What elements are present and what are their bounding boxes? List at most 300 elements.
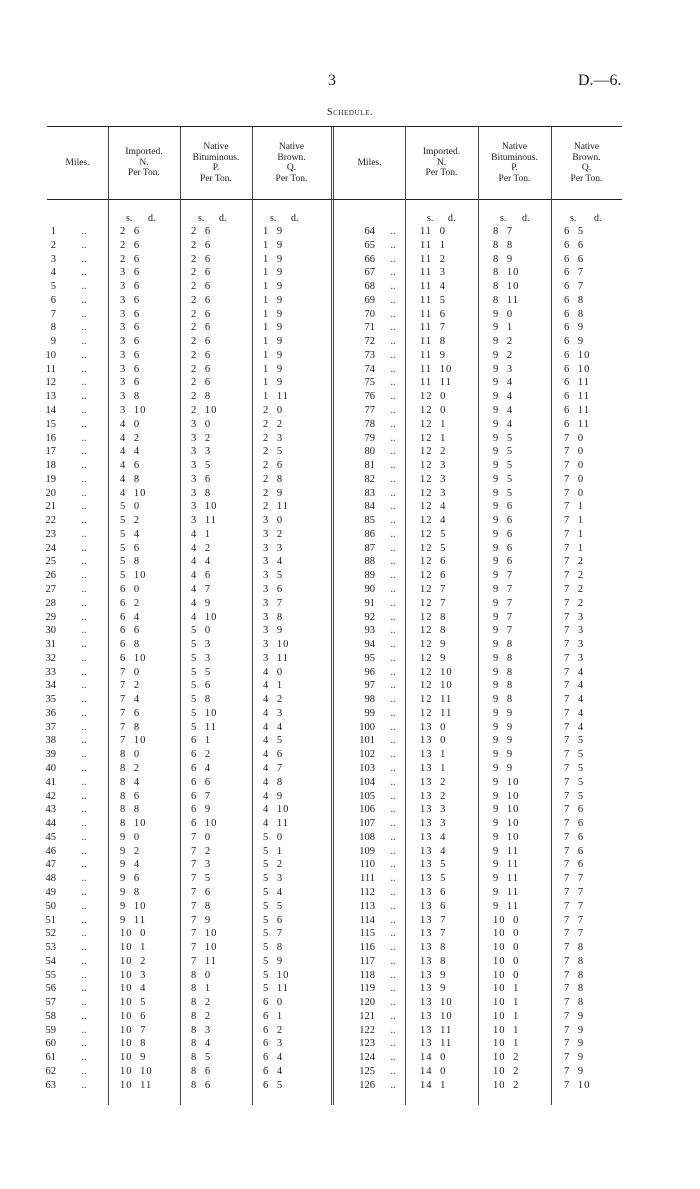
miles-cell: 3 [50, 254, 56, 265]
miles-cell: 61 [45, 1052, 56, 1063]
imported-rate-cell: 12 8 [420, 625, 447, 636]
bituminous-rate-cell: 6 6 [191, 777, 212, 788]
imported-rate-cell: 13 6 [420, 887, 447, 898]
imported-rate-cell: 11 11 [420, 377, 452, 388]
leader-dots: .. [81, 1066, 87, 1077]
leader-dots: .. [81, 377, 87, 388]
leader-dots: .. [81, 254, 87, 265]
imported-rate-cell: 10 10 [120, 1066, 153, 1077]
leader-dots: .. [390, 377, 396, 388]
unit-shillings: s. [198, 213, 205, 224]
imported-rate-cell: 12 11 [420, 694, 453, 705]
miles-cell: 95 [364, 653, 375, 664]
brown-rate-cell: 3 5 [263, 570, 284, 581]
brown-rate-cell: 3 3 [263, 543, 284, 554]
brown-rate-cell: 1 9 [263, 377, 284, 388]
leader-dots: .. [81, 336, 87, 347]
miles-cell: 24 [45, 543, 56, 554]
leader-dots: .. [81, 915, 87, 926]
column-divider [551, 127, 552, 1105]
leader-dots: .. [390, 515, 396, 526]
unit-pence: d. [448, 213, 456, 224]
bituminous-rate-cell: 9 9 [493, 708, 514, 719]
brown-rate-cell: 1 9 [263, 309, 284, 320]
imported-rate-cell: 5 4 [120, 529, 141, 540]
leader-dots: .. [390, 887, 396, 898]
bituminous-rate-cell: 9 10 [493, 791, 520, 802]
unit-shillings: s. [500, 213, 507, 224]
imported-rate-cell: 2 6 [120, 254, 141, 265]
brown-rate-cell: 6 5 [564, 226, 585, 237]
bituminous-rate-cell: 9 0 [493, 309, 514, 320]
unit-shillings: s. [270, 213, 277, 224]
leader-dots: .. [390, 570, 396, 581]
leader-dots: .. [390, 873, 396, 884]
bituminous-rate-cell: 9 11 [493, 873, 519, 884]
miles-cell: 108 [359, 832, 375, 843]
brown-rate-cell: 2 6 [263, 460, 284, 471]
leader-dots: .. [81, 735, 87, 746]
imported-rate-cell: 11 6 [420, 309, 446, 320]
bituminous-rate-cell: 10 1 [493, 1011, 520, 1022]
brown-rate-cell: 1 9 [263, 336, 284, 347]
bituminous-rate-cell: 9 8 [493, 639, 514, 650]
imported-rate-cell: 6 6 [120, 625, 141, 636]
bituminous-rate-cell: 2 6 [191, 267, 212, 278]
miles-cell: 112 [359, 887, 375, 898]
brown-rate-cell: 5 4 [263, 887, 284, 898]
imported-rate-cell: 9 10 [120, 901, 147, 912]
center-divider [333, 127, 334, 1105]
miles-cell: 85 [364, 515, 375, 526]
bituminous-rate-cell: 7 3 [191, 859, 212, 870]
brown-rate-cell: 6 7 [564, 267, 585, 278]
bituminous-rate-cell: 9 6 [493, 501, 514, 512]
imported-rate-cell: 11 10 [420, 364, 453, 375]
bituminous-rate-cell: 9 6 [493, 556, 514, 567]
leader-dots: .. [81, 694, 87, 705]
bituminous-rate-cell: 9 5 [493, 474, 514, 485]
miles-cell: 119 [359, 983, 375, 994]
imported-rate-cell: 8 6 [120, 791, 141, 802]
header-miles: Miles. [65, 157, 90, 168]
miles-cell: 77 [364, 405, 375, 416]
bituminous-rate-cell: 8 6 [191, 1080, 212, 1091]
bituminous-rate-cell: 3 3 [191, 446, 212, 457]
brown-rate-cell: 7 1 [564, 515, 585, 526]
imported-rate-cell: 5 10 [120, 570, 147, 581]
bituminous-rate-cell: 10 0 [493, 928, 520, 939]
brown-rate-cell: 6 0 [263, 997, 284, 1008]
bituminous-rate-cell: 10 1 [493, 1025, 520, 1036]
miles-cell: 57 [45, 997, 56, 1008]
miles-cell: 96 [364, 667, 375, 678]
imported-rate-cell: 11 7 [420, 322, 446, 333]
brown-rate-cell: 7 7 [564, 873, 585, 884]
bituminous-rate-cell: 9 9 [493, 722, 514, 733]
imported-rate-cell: 12 11 [420, 708, 453, 719]
bituminous-rate-cell: 4 1 [191, 529, 212, 540]
brown-rate-cell: 5 11 [263, 983, 289, 994]
leader-dots: .. [81, 556, 87, 567]
leader-dots: .. [390, 804, 396, 815]
leader-dots: .. [81, 997, 87, 1008]
imported-rate-cell: 10 1 [120, 942, 147, 953]
bituminous-rate-cell: 10 2 [493, 1066, 520, 1077]
imported-rate-cell: 9 4 [120, 859, 141, 870]
miles-cell: 29 [45, 612, 56, 623]
brown-rate-cell: 2 3 [263, 433, 284, 444]
leader-dots: .. [81, 859, 87, 870]
bituminous-rate-cell: 9 7 [493, 570, 514, 581]
imported-rate-cell: 4 4 [120, 446, 141, 457]
leader-dots: .. [81, 240, 87, 251]
miles-cell: 51 [45, 915, 56, 926]
brown-rate-cell: 6 10 [564, 364, 591, 375]
imported-rate-cell: 12 6 [420, 570, 447, 581]
miles-cell: 84 [364, 501, 375, 512]
miles-cell: 27 [45, 584, 56, 595]
miles-cell: 104 [359, 777, 375, 788]
column-divider [180, 127, 181, 1105]
imported-rate-cell: 13 2 [420, 791, 447, 802]
miles-cell: 121 [359, 1011, 375, 1022]
leader-dots: .. [390, 226, 396, 237]
leader-dots: .. [390, 254, 396, 265]
miles-cell: 54 [45, 956, 56, 967]
imported-rate-cell: 12 9 [420, 639, 447, 650]
leader-dots: .. [390, 735, 396, 746]
miles-cell: 116 [359, 942, 375, 953]
bituminous-rate-cell: 9 11 [493, 901, 519, 912]
leader-dots: .. [81, 474, 87, 485]
unit-shillings: s. [570, 213, 577, 224]
miles-cell: 34 [45, 680, 56, 691]
imported-rate-cell: 13 7 [420, 915, 447, 926]
brown-rate-cell: 1 9 [263, 267, 284, 278]
imported-rate-cell: 10 4 [120, 983, 147, 994]
leader-dots: .. [81, 680, 87, 691]
bituminous-rate-cell: 2 10 [191, 405, 218, 416]
imported-rate-cell: 13 6 [420, 901, 447, 912]
miles-cell: 105 [359, 791, 375, 802]
brown-rate-cell: 5 10 [263, 970, 290, 981]
leader-dots: .. [390, 928, 396, 939]
bituminous-rate-cell: 9 9 [493, 763, 514, 774]
miles-cell: 100 [359, 722, 375, 733]
leader-dots: .. [81, 598, 87, 609]
bituminous-rate-cell: 8 0 [191, 970, 212, 981]
imported-rate-cell: 11 5 [420, 295, 446, 306]
brown-rate-cell: 7 4 [564, 694, 585, 705]
leader-dots: .. [390, 556, 396, 567]
brown-rate-cell: 6 8 [564, 309, 585, 320]
miles-cell: 40 [45, 763, 56, 774]
imported-rate-cell: 14 0 [420, 1052, 447, 1063]
brown-rate-cell: 5 3 [263, 873, 284, 884]
bituminous-rate-cell: 8 1 [191, 983, 212, 994]
miles-cell: 71 [364, 322, 375, 333]
leader-dots: .. [390, 942, 396, 953]
brown-rate-cell: 7 9 [564, 1052, 585, 1063]
miles-cell: 76 [364, 391, 375, 402]
miles-cell: 15 [45, 419, 56, 430]
leader-dots: .. [81, 777, 87, 788]
brown-rate-cell: 7 6 [564, 859, 585, 870]
leader-dots: .. [81, 749, 87, 760]
brown-rate-cell: 6 4 [263, 1052, 284, 1063]
leader-dots: .. [390, 956, 396, 967]
imported-rate-cell: 9 8 [120, 887, 141, 898]
leader-dots: .. [81, 433, 87, 444]
imported-rate-cell: 12 4 [420, 515, 447, 526]
miles-cell: 8 [50, 322, 56, 333]
miles-cell: 2 [50, 240, 56, 251]
brown-rate-cell: 7 5 [564, 749, 585, 760]
brown-rate-cell: 1 9 [263, 226, 284, 237]
leader-dots: .. [81, 653, 87, 664]
brown-rate-cell: 6 1 [263, 1011, 284, 1022]
miles-cell: 70 [364, 309, 375, 320]
miles-cell: 109 [359, 846, 375, 857]
miles-cell: 81 [364, 460, 375, 471]
imported-rate-cell: 13 11 [420, 1038, 453, 1049]
imported-rate-cell: 14 1 [420, 1080, 447, 1091]
imported-rate-cell: 12 0 [420, 405, 447, 416]
leader-dots: .. [81, 405, 87, 416]
brown-rate-cell: 7 3 [564, 625, 585, 636]
bituminous-rate-cell: 2 8 [191, 391, 212, 402]
unit-shillings: s. [126, 213, 133, 224]
header-native-bituminous: Native Bituminous. P. Per Ton. [491, 142, 538, 184]
brown-rate-cell: 7 6 [564, 832, 585, 843]
brown-rate-cell: 6 4 [263, 1066, 284, 1077]
brown-rate-cell: 7 0 [564, 488, 585, 499]
bituminous-rate-cell: 9 11 [493, 887, 519, 898]
bituminous-rate-cell: 8 6 [191, 1066, 212, 1077]
miles-cell: 59 [45, 1025, 56, 1036]
bituminous-rate-cell: 5 6 [191, 680, 212, 691]
leader-dots: .. [390, 433, 396, 444]
imported-rate-cell: 14 0 [420, 1066, 447, 1077]
brown-rate-cell: 7 2 [564, 598, 585, 609]
miles-cell: 73 [364, 350, 375, 361]
brown-rate-cell: 7 1 [564, 529, 585, 540]
brown-rate-cell: 7 9 [564, 1025, 585, 1036]
unit-pence: d. [522, 213, 530, 224]
leader-dots: .. [81, 446, 87, 457]
imported-rate-cell: 3 6 [120, 364, 141, 375]
bituminous-rate-cell: 9 11 [493, 846, 519, 857]
miles-cell: 62 [45, 1066, 56, 1077]
miles-cell: 31 [45, 639, 56, 650]
miles-cell: 16 [45, 433, 56, 444]
brown-rate-cell: 7 5 [564, 763, 585, 774]
brown-rate-cell: 7 1 [564, 501, 585, 512]
imported-rate-cell: 3 6 [120, 322, 141, 333]
leader-dots: .. [81, 529, 87, 540]
bituminous-rate-cell: 9 10 [493, 804, 520, 815]
brown-rate-cell: 7 7 [564, 928, 585, 939]
brown-rate-cell: 7 8 [564, 970, 585, 981]
miles-cell: 32 [45, 653, 56, 664]
imported-rate-cell: 11 2 [420, 254, 446, 265]
leader-dots: .. [81, 928, 87, 939]
bituminous-rate-cell: 9 5 [493, 446, 514, 457]
leader-dots: .. [390, 598, 396, 609]
table-top-rule [47, 126, 622, 127]
imported-rate-cell: 5 0 [120, 501, 141, 512]
bituminous-rate-cell: 3 0 [191, 419, 212, 430]
bituminous-rate-cell: 9 9 [493, 735, 514, 746]
column-divider [478, 127, 479, 1105]
bituminous-rate-cell: 2 6 [191, 281, 212, 292]
imported-rate-cell: 12 3 [420, 474, 447, 485]
miles-cell: 125 [359, 1066, 375, 1077]
brown-rate-cell: 7 9 [564, 1011, 585, 1022]
header-imported: Imported. N. Per Ton. [125, 147, 163, 179]
brown-rate-cell: 5 7 [263, 928, 284, 939]
leader-dots: .. [81, 667, 87, 678]
bituminous-rate-cell: 9 11 [493, 859, 519, 870]
leader-dots: .. [81, 846, 87, 857]
leader-dots: .. [390, 680, 396, 691]
bituminous-rate-cell: 8 3 [191, 1025, 212, 1036]
bituminous-rate-cell: 9 10 [493, 818, 520, 829]
leader-dots: .. [81, 543, 87, 554]
bituminous-rate-cell: 5 5 [191, 667, 212, 678]
imported-rate-cell: 12 1 [420, 419, 447, 430]
imported-rate-cell: 10 5 [120, 997, 147, 1008]
imported-rate-cell: 3 6 [120, 281, 141, 292]
miles-cell: 82 [364, 474, 375, 485]
brown-rate-cell: 7 6 [564, 804, 585, 815]
leader-dots: .. [390, 722, 396, 733]
miles-cell: 26 [45, 570, 56, 581]
leader-dots: .. [81, 639, 87, 650]
brown-rate-cell: 3 7 [263, 598, 284, 609]
leader-dots: .. [390, 501, 396, 512]
imported-rate-cell: 12 9 [420, 653, 447, 664]
imported-rate-cell: 10 7 [120, 1025, 147, 1036]
bituminous-rate-cell: 10 2 [493, 1052, 520, 1063]
leader-dots: .. [390, 1038, 396, 1049]
miles-cell: 118 [359, 970, 375, 981]
miles-cell: 63 [45, 1080, 56, 1091]
bituminous-rate-cell: 9 6 [493, 515, 514, 526]
miles-cell: 64 [364, 226, 375, 237]
brown-rate-cell: 5 8 [263, 942, 284, 953]
brown-rate-cell: 7 8 [564, 956, 585, 967]
leader-dots: .. [390, 653, 396, 664]
bituminous-rate-cell: 9 7 [493, 625, 514, 636]
bituminous-rate-cell: 10 0 [493, 970, 520, 981]
leader-dots: .. [81, 267, 87, 278]
brown-rate-cell: 7 6 [564, 846, 585, 857]
miles-cell: 60 [45, 1038, 56, 1049]
header-imported: Imported. N. Per Ton. [422, 147, 461, 179]
imported-rate-cell: 6 2 [120, 598, 141, 609]
brown-rate-cell: 5 9 [263, 956, 284, 967]
bituminous-rate-cell: 9 7 [493, 598, 514, 609]
brown-rate-cell: 4 3 [263, 708, 284, 719]
brown-rate-cell: 4 11 [263, 818, 289, 829]
leader-dots: .. [81, 901, 87, 912]
bituminous-rate-cell: 3 2 [191, 433, 212, 444]
bituminous-rate-cell: 8 4 [191, 1038, 212, 1049]
miles-cell: 126 [359, 1080, 375, 1091]
unit-pence: d. [219, 213, 227, 224]
imported-rate-cell: 12 10 [420, 680, 453, 691]
brown-rate-cell: 6 11 [564, 377, 590, 388]
imported-rate-cell: 4 0 [120, 419, 141, 430]
imported-rate-cell: 10 11 [120, 1080, 153, 1091]
miles-cell: 14 [45, 405, 56, 416]
brown-rate-cell: 3 4 [263, 556, 284, 567]
leader-dots: .. [390, 488, 396, 499]
leader-dots: .. [81, 970, 87, 981]
bituminous-rate-cell: 9 9 [493, 749, 514, 760]
miles-cell: 49 [45, 887, 56, 898]
miles-cell: 10 [45, 350, 56, 361]
miles-cell: 115 [359, 928, 375, 939]
miles-cell: 38 [45, 735, 56, 746]
bituminous-rate-cell: 9 2 [493, 336, 514, 347]
brown-rate-cell: 7 9 [564, 1038, 585, 1049]
imported-rate-cell: 9 2 [120, 846, 141, 857]
brown-rate-cell: 7 0 [564, 460, 585, 471]
bituminous-rate-cell: 9 8 [493, 667, 514, 678]
leader-dots: .. [81, 419, 87, 430]
imported-rate-cell: 12 10 [420, 667, 453, 678]
imported-rate-cell: 13 7 [420, 928, 447, 939]
imported-rate-cell: 3 6 [120, 295, 141, 306]
imported-rate-cell: 13 10 [420, 997, 453, 1008]
imported-rate-cell: 12 5 [420, 529, 447, 540]
imported-rate-cell: 11 0 [420, 226, 446, 237]
brown-rate-cell: 2 5 [263, 446, 284, 457]
imported-rate-cell: 5 6 [120, 543, 141, 554]
imported-rate-cell: 4 6 [120, 460, 141, 471]
imported-rate-cell: 11 9 [420, 350, 446, 361]
bituminous-rate-cell: 8 10 [493, 267, 520, 278]
imported-rate-cell: 12 2 [420, 446, 447, 457]
imported-rate-cell: 13 11 [420, 1025, 453, 1036]
leader-dots: .. [81, 570, 87, 581]
brown-rate-cell: 3 11 [263, 653, 289, 664]
brown-rate-cell: 4 6 [263, 749, 284, 760]
brown-rate-cell: 4 7 [263, 763, 284, 774]
miles-cell: 36 [45, 708, 56, 719]
brown-rate-cell: 6 5 [263, 1080, 284, 1091]
brown-rate-cell: 4 2 [263, 694, 284, 705]
brown-rate-cell: 6 9 [564, 336, 585, 347]
imported-rate-cell: 13 5 [420, 873, 447, 884]
leader-dots: .. [390, 818, 396, 829]
miles-cell: 89 [364, 570, 375, 581]
bituminous-rate-cell: 4 2 [191, 543, 212, 554]
bituminous-rate-cell: 8 2 [191, 997, 212, 1008]
brown-rate-cell: 4 0 [263, 667, 284, 678]
miles-cell: 9 [50, 336, 56, 347]
bituminous-rate-cell: 7 9 [191, 915, 212, 926]
bituminous-rate-cell: 6 7 [191, 791, 212, 802]
leader-dots: .. [390, 364, 396, 375]
bituminous-rate-cell: 2 6 [191, 295, 212, 306]
brown-rate-cell: 6 7 [564, 281, 585, 292]
bituminous-rate-cell: 9 4 [493, 405, 514, 416]
brown-rate-cell: 7 3 [564, 612, 585, 623]
